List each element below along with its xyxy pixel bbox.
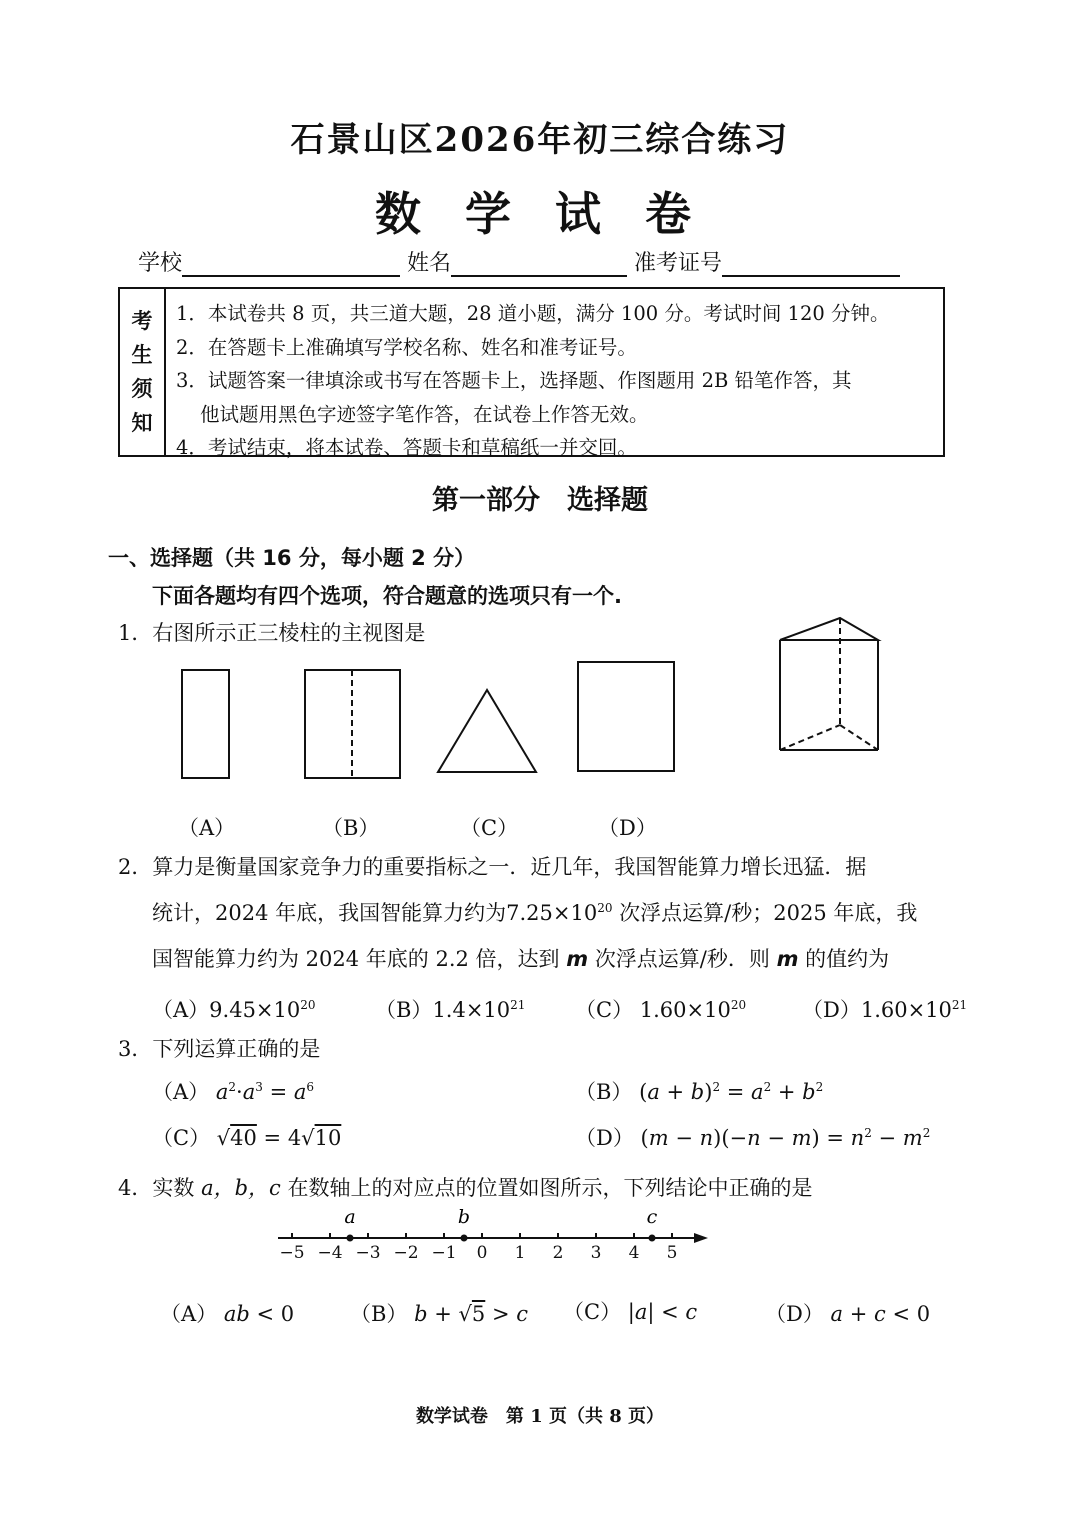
- number-line-tick-label: 4: [628, 1243, 640, 1263]
- q4-option-c: （C） |a| < c: [563, 1300, 698, 1324]
- option-b-rectangle-dashed: [305, 670, 400, 778]
- exam-id-blank: [722, 249, 900, 277]
- q2-option-a: $(A)9.45\times 10^{20}$: [152, 998, 316, 1022]
- notice-line: 1．本试卷共 8 页，共三道大题，28 道小题，满分 100 分。考试时间 120 分钟。: [176, 302, 890, 325]
- number-line-tick-label: −1: [431, 1243, 457, 1263]
- number-line-tick-label: 3: [590, 1243, 602, 1263]
- q1-option-c: （C）: [460, 816, 519, 840]
- q3-option-d: （D） $(m - n)(-n - m) = n^2 - m^2$: [575, 1126, 931, 1150]
- triangular-prism-figure: [780, 618, 878, 750]
- notice-lines: [176, 297, 889, 465]
- number-line-tick-label: 2: [552, 1243, 564, 1263]
- notice-line: 2．在答题卡上准确填写学校名称、姓名和准考证号。: [176, 335, 637, 359]
- q2-line2: 统计，2024 年底，我国智能算力约为$7.25\times 10^{20}$ 次浮点运算/秒；2025 年底，我: [152, 901, 918, 925]
- name-blank: [451, 249, 627, 277]
- name-label: 姓名: [407, 251, 452, 276]
- q2-option-b: $(B)1.4\times 10^{21}$: [375, 998, 526, 1022]
- number-line-tick-label: −3: [355, 1243, 381, 1263]
- q2-option-d: $(D)1.60\times 10^{21}$: [802, 998, 968, 1022]
- q3-option-a: （A） $a^2\cdot a^3 = a^6$: [152, 1080, 315, 1104]
- q1-option-a: （A）: [178, 816, 236, 840]
- option-d-square: [578, 662, 674, 771]
- point-b: [458, 1208, 470, 1242]
- q3-text: 3．下列运算正确的是: [118, 1037, 321, 1061]
- q3-option-c: （C） √40 = 4√10: [152, 1126, 342, 1150]
- exam-region-title: 石景山区2026年初三综合练习: [290, 120, 790, 160]
- exam-id-label: 准考证号: [634, 251, 723, 276]
- number-line-tick-label: −2: [393, 1243, 419, 1263]
- notice-side-label: 考 生 须 知: [120, 289, 166, 455]
- option-c-triangle: [438, 690, 536, 772]
- q2-line3: 国智能算力约为 2024 年底的 2.2 倍，达到 m 次浮点运算/秒．则 m 的值约为: [152, 947, 890, 971]
- q4-option-d: （D） a + c < 0: [765, 1302, 931, 1326]
- school-label: 学校: [138, 251, 183, 276]
- q2-line1: 2．算力是衡量国家竞争力的重要指标之一．近几年，我国智能算力增长迅猛．据: [118, 855, 867, 879]
- q4-text: 4．实数 a，b，c 在数轴上的对应点的位置如图所示，下列结论中正确的是: [118, 1176, 813, 1200]
- part1-instruction: 下面各题均有四个选项，符合题意的选项只有一个.: [152, 584, 622, 608]
- q1-option-b: （B）: [322, 816, 380, 840]
- number-line-tick-label: 0: [476, 1243, 488, 1263]
- number-line-tick-label: −5: [279, 1243, 305, 1263]
- notice-line: 他试题用黑色字迹签字笔作答，在试卷上作答无效。: [200, 402, 649, 426]
- section-title: 第一部分 选择题: [432, 485, 648, 516]
- page-footer: 数学试卷 第 1 页（共 8 页）: [415, 1406, 665, 1427]
- notice-line: 4．考试结束，将本试卷、答题卡和草稿纸一并交回。: [176, 436, 637, 459]
- point-a: [344, 1208, 355, 1242]
- part1-heading: 一、选择题（共 16 分，每小题 2 分）: [108, 546, 476, 570]
- q2-option-c: （C） $1.60\times 10^{20}$: [575, 998, 747, 1022]
- number-line-tick-label: 5: [666, 1243, 678, 1263]
- q3-option-b: （B） $(a + b)^2 = a^2 + b^2$: [575, 1080, 824, 1104]
- q4-option-b: （B） b + √5 > c: [350, 1302, 528, 1326]
- option-a-tall-rectangle: [182, 670, 229, 778]
- school-blank: [182, 249, 400, 277]
- svg-text:b: b: [457, 1208, 471, 1228]
- number-line-tick-label: 1: [514, 1243, 526, 1263]
- q4-option-a: （A） ab < 0: [160, 1302, 295, 1326]
- q1-option-d: （D）: [598, 816, 657, 840]
- student-info-fields: [138, 246, 900, 277]
- q1-text: 1．右图所示正三棱柱的主视图是: [118, 621, 426, 645]
- number-line-tick-label: −4: [317, 1243, 343, 1263]
- exam-subject-title: 数 学 试 卷: [374, 187, 706, 241]
- svg-text:a: a: [344, 1208, 356, 1228]
- q1-figures: [170, 610, 890, 790]
- candidate-notice-box: [118, 287, 945, 457]
- q4-number-line: [270, 1208, 720, 1266]
- notice-line: 3．试题答案一律填涂或书写在答题卡上，选择题、作图题用 2B 铅笔作答，其: [176, 369, 852, 392]
- svg-text:c: c: [646, 1208, 658, 1228]
- point-c: [647, 1208, 658, 1242]
